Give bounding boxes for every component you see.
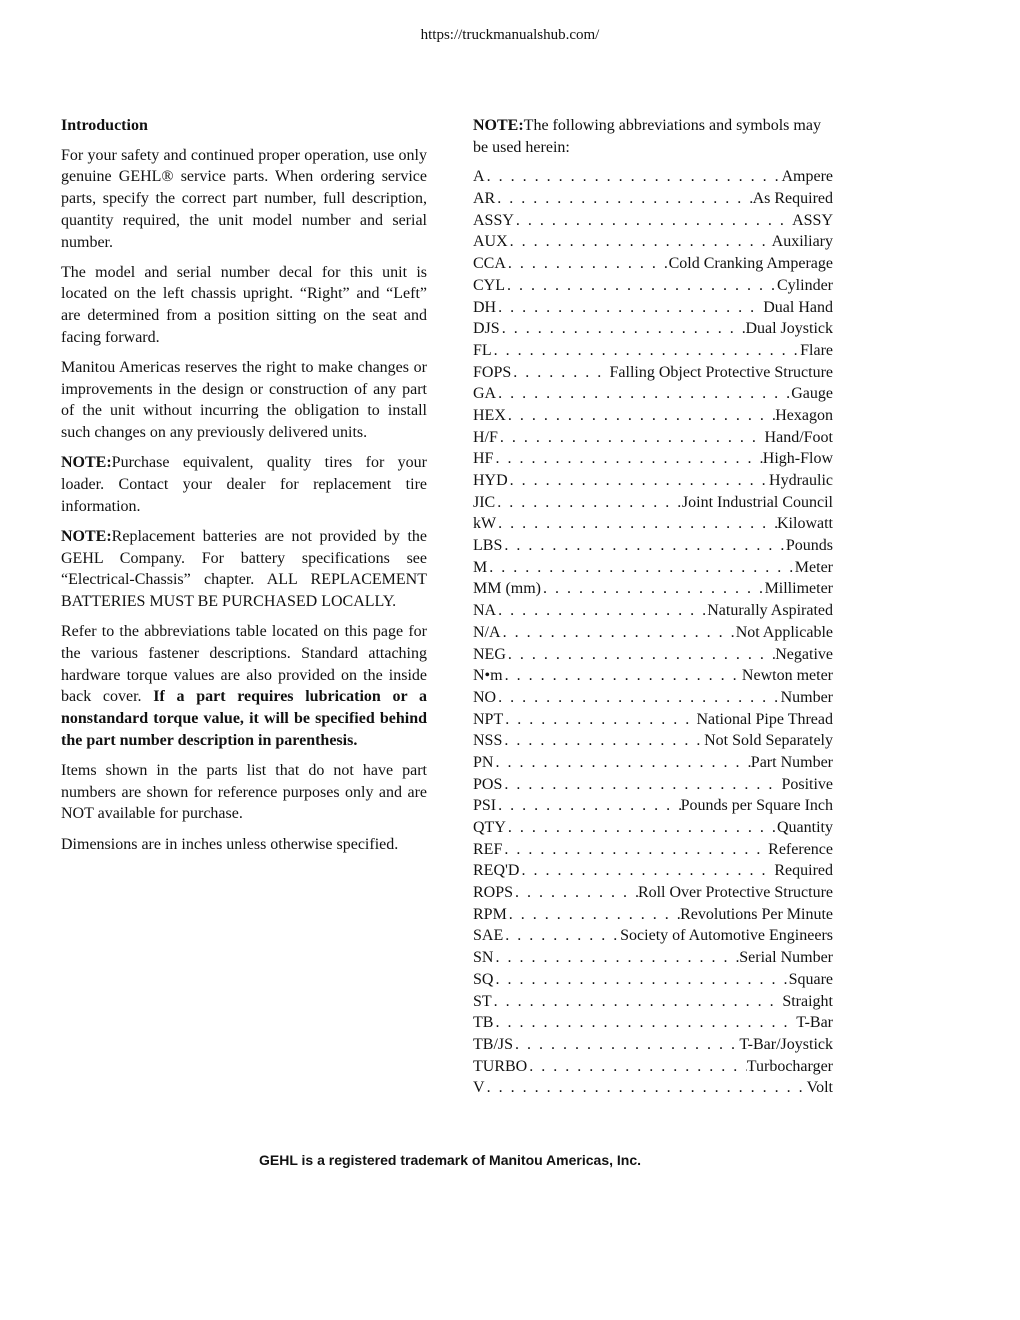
abbreviation-row — [473, 578, 833, 600]
dot-leader — [519, 860, 774, 882]
dot-leader — [527, 1056, 747, 1078]
dot-leader — [496, 297, 763, 319]
abbreviations-note-text: The following abbreviations and symbols may be used herein: — [473, 117, 821, 156]
dot-leader — [503, 709, 696, 731]
abbreviation-row — [473, 752, 833, 774]
abbreviation-term: RPM — [473, 905, 507, 923]
abbreviation-term: REF — [473, 840, 503, 858]
abbreviation-term: GA — [473, 385, 497, 403]
abbreviation-meaning: Ampere — [781, 168, 833, 186]
abbreviation-term: NA — [473, 602, 497, 620]
abbreviation-meaning: Newton meter — [741, 667, 833, 685]
abbreviation-term: kW — [473, 515, 497, 533]
note-label: NOTE: — [61, 527, 112, 545]
note-label: NOTE: — [473, 117, 524, 134]
abbreviation-meaning: Reference — [768, 840, 833, 858]
dot-leader — [496, 383, 791, 405]
abbreviation-row — [473, 947, 833, 969]
abbreviation-meaning: National Pipe Thread — [696, 710, 833, 728]
dot-leader — [492, 340, 800, 362]
dot-leader — [513, 1034, 739, 1056]
dot-leader — [514, 210, 792, 232]
abbreviation-term: M — [473, 558, 488, 576]
dot-leader — [501, 622, 736, 644]
abbreviation-meaning: Not Sold Separately — [704, 732, 833, 750]
abbreviation-term: SAE — [473, 927, 504, 945]
abbreviation-term: FOPS — [473, 363, 512, 381]
abbreviation-row — [473, 925, 833, 947]
abbreviation-row — [473, 535, 833, 557]
abbreviation-term: V — [473, 1079, 485, 1097]
abbreviation-meaning: Auxiliary — [771, 233, 833, 251]
abbreviation-row — [473, 644, 833, 666]
abbreviation-meaning: Volt — [806, 1079, 833, 1097]
abbreviation-row — [473, 492, 833, 514]
abbreviation-row — [473, 405, 833, 427]
abbreviation-term: ST — [473, 992, 492, 1010]
note-tires-text: Purchase equivalent, quality tires for your loader. Contact your dealer for replacement tire information. — [61, 454, 427, 515]
abbreviation-term: PSI — [473, 797, 497, 815]
abbreviation-row — [473, 882, 833, 904]
intro-paragraph-rights: Manitou Americas reserves the right to make changes or improvements in the design or construction of any part of the unit without incurring the obligation to install such changes on any previously delivered units. — [61, 359, 427, 442]
abbreviation-term: SQ — [473, 970, 494, 988]
torque-text: Refer to the abbreviations table located on this page for the various fastener descriptions. Standard attaching hardware torque values are also provided on the inside back cover. — [61, 623, 427, 706]
dot-leader — [511, 362, 609, 384]
abbreviation-row — [473, 231, 833, 253]
dot-leader — [500, 318, 746, 340]
abbreviation-term: FL — [473, 341, 492, 359]
abbreviation-meaning: Pounds — [785, 537, 833, 555]
abbreviation-term: NEG — [473, 645, 506, 663]
abbreviation-row — [473, 318, 833, 340]
abbreviation-term: A — [473, 168, 485, 186]
source-url: https://truckmanualshub.com/ — [420, 27, 600, 43]
abbreviation-row — [473, 1012, 833, 1034]
dot-leader — [506, 253, 669, 275]
abbreviation-term: POS — [473, 775, 503, 793]
abbreviation-row — [473, 166, 833, 188]
abbreviation-meaning: Number — [780, 688, 833, 706]
abbreviation-row — [473, 427, 833, 449]
dot-leader — [502, 839, 768, 861]
dot-leader — [493, 947, 739, 969]
abbreviation-row — [473, 904, 833, 926]
abbreviation-term: CYL — [473, 276, 505, 294]
dot-leader — [505, 275, 777, 297]
abbreviation-meaning: Hand/Foot — [764, 428, 833, 446]
abbreviation-term: N•m — [473, 667, 503, 685]
abbreviation-term: ASSY — [473, 211, 514, 229]
dot-leader — [506, 817, 777, 839]
abbreviation-term: NSS — [473, 732, 503, 750]
dot-leader — [496, 600, 707, 622]
dot-leader — [493, 752, 750, 774]
dot-leader — [541, 578, 765, 600]
dot-leader — [502, 774, 781, 796]
abbreviation-row — [473, 253, 833, 275]
abbreviation-row — [473, 730, 833, 752]
abbreviation-meaning: Millimeter — [764, 580, 833, 598]
abbreviation-meaning: Serial Number — [739, 949, 833, 967]
abbreviation-row — [473, 340, 833, 362]
dot-leader — [496, 513, 777, 535]
abbreviation-meaning: Turbocharger — [746, 1057, 833, 1075]
abbreviation-term: DH — [473, 298, 497, 316]
abbreviation-meaning: Meter — [794, 558, 833, 576]
intro-paragraph-parts: For your safety and continued proper operation, use only genuine GEHL® service parts. When ordering service parts, specify the correct part number, full description, quantity required, the unit model number and serial number. — [61, 146, 427, 251]
abbreviation-row — [473, 557, 833, 579]
dot-leader — [506, 644, 775, 666]
dot-leader — [502, 730, 704, 752]
abbreviation-row — [473, 687, 833, 709]
abbreviation-term: TURBO — [473, 1057, 528, 1075]
trademark-footer: GEHL is a registered trademark of Manitou Americas, Inc. — [258, 1152, 641, 1168]
dot-leader — [492, 991, 783, 1013]
abbreviation-term: HF — [473, 450, 494, 468]
abbreviation-meaning: Pounds per Square Inch — [680, 797, 833, 815]
intro-paragraph-reference-items: Items shown in the parts list that do not have part numbers are shown for reference purposes only and are NOT available for purchase. — [61, 761, 427, 823]
dot-leader — [507, 904, 680, 926]
abbreviation-term: REQ'D — [473, 862, 520, 880]
abbreviation-row — [473, 470, 833, 492]
abbreviation-meaning: T-Bar — [796, 1014, 833, 1032]
abbreviation-meaning: Joint Industrial Council — [681, 493, 833, 511]
abbreviation-row — [473, 383, 833, 405]
abbreviation-meaning: Society of Automotive Engineers — [620, 927, 833, 945]
abbreviations-list — [473, 166, 833, 1099]
abbreviation-term: PN — [473, 753, 494, 771]
abbreviation-term: HYD — [473, 472, 508, 490]
abbreviation-row — [473, 1056, 833, 1078]
dot-leader — [487, 557, 795, 579]
dot-leader — [502, 535, 786, 557]
dot-leader — [496, 687, 780, 709]
introduction-heading: Introduction — [61, 117, 148, 134]
abbreviation-meaning: Dual Joystick — [745, 320, 833, 338]
abbreviation-row — [473, 1077, 833, 1099]
abbreviation-meaning: Negative — [775, 645, 833, 663]
abbreviation-row — [473, 210, 833, 232]
torque-emphasis: If a part requires lubrication or a nonstandard torque value, it will be specified behind the part number description in parenthesis. — [61, 688, 427, 749]
abbreviation-row — [473, 795, 833, 817]
abbreviation-meaning: Quantity — [777, 819, 833, 837]
dot-leader — [493, 1012, 796, 1034]
abbreviation-term: MM (mm) — [473, 580, 541, 598]
abbreviation-term: TB — [473, 1014, 494, 1032]
abbreviation-term: NO — [473, 688, 497, 706]
note-batteries — [61, 526, 427, 613]
note-batteries-text: Replacement batteries are not provided by the GEHL Company. For battery specifications see “Electrical-Chassis” chapter. ALL REPLACEMENT BATTERIES MUST BE PURCHASED LOCALLY. — [61, 527, 427, 611]
abbreviation-term: SN — [473, 949, 494, 967]
abbreviation-term: DJS — [473, 320, 500, 338]
dot-leader — [485, 1077, 807, 1099]
abbreviation-meaning: Kilowatt — [777, 515, 833, 533]
abbreviation-meaning: Revolutions Per Minute — [680, 905, 833, 923]
abbreviation-meaning: Gauge — [791, 385, 833, 403]
abbreviation-meaning: Hexagon — [775, 406, 833, 424]
abbreviation-meaning: Straight — [782, 992, 833, 1010]
abbreviation-meaning: Hydraulic — [769, 472, 833, 490]
abbreviations-note — [473, 115, 833, 158]
abbreviation-term: AR — [473, 190, 496, 208]
abbreviation-row — [473, 513, 833, 535]
dot-leader — [493, 969, 788, 991]
abbreviation-term: JIC — [473, 493, 496, 511]
dot-leader — [495, 492, 682, 514]
dot-leader — [496, 795, 680, 817]
abbreviation-row — [473, 665, 833, 687]
intro-paragraph-dimensions: Dimensions are in inches unless otherwise specified. — [61, 835, 399, 853]
intro-paragraph-serial-decal: The model and serial number decal for this unit is located on the left chassis upright. “Right” and “Left” are determined from a position sitting on the seat and facing forward. — [61, 263, 427, 346]
abbreviation-row — [473, 860, 833, 882]
abbreviation-term: NPT — [473, 710, 504, 728]
abbreviation-term: N/A — [473, 623, 501, 641]
abbreviation-row — [473, 600, 833, 622]
abbreviation-row — [473, 1034, 833, 1056]
abbreviation-term: TB/JS — [473, 1035, 514, 1053]
abbreviation-row — [473, 362, 833, 384]
abbreviation-row — [473, 969, 833, 991]
dot-leader — [513, 882, 638, 904]
abbreviation-term: CCA — [473, 255, 506, 273]
abbreviation-row — [473, 991, 833, 1013]
abbreviations-column — [473, 115, 833, 1099]
abbreviation-meaning: Positive — [781, 775, 833, 793]
abbreviation-row — [473, 622, 833, 644]
abbreviation-meaning: Not Applicable — [735, 623, 833, 641]
note-label: NOTE: — [61, 454, 112, 472]
abbreviation-meaning: High-Flow — [762, 450, 833, 468]
abbreviation-term: QTY — [473, 819, 506, 837]
abbreviation-row — [473, 448, 833, 470]
note-tires — [61, 452, 427, 517]
dot-leader — [503, 925, 620, 947]
abbreviation-row — [473, 297, 833, 319]
introduction-column — [61, 115, 427, 864]
dot-leader — [498, 427, 765, 449]
abbreviation-meaning: Naturally Aspirated — [707, 602, 833, 620]
dot-leader — [485, 166, 782, 188]
abbreviation-meaning: T-Bar/Joystick — [739, 1035, 833, 1053]
abbreviation-meaning: ASSY — [792, 211, 833, 229]
abbreviation-meaning: As Required — [752, 190, 833, 208]
abbreviation-term: AUX — [473, 233, 508, 251]
abbreviation-meaning: Cold Cranking Amperage — [668, 255, 833, 273]
dot-leader — [503, 665, 742, 687]
abbreviation-meaning: Dual Hand — [763, 298, 833, 316]
abbreviation-row — [473, 774, 833, 796]
abbreviation-term: ROPS — [473, 884, 514, 902]
abbreviation-meaning: Roll Over Protective Structure — [637, 884, 833, 902]
abbreviation-meaning: Falling Object Protective Structure — [609, 363, 833, 381]
abbreviation-meaning: Required — [774, 862, 833, 880]
dot-leader — [508, 231, 772, 253]
dot-leader — [506, 405, 775, 427]
abbreviation-term: LBS — [473, 537, 503, 555]
abbreviation-meaning: Square — [788, 970, 833, 988]
abbreviation-term: HEX — [473, 406, 506, 424]
abbreviation-meaning: Cylinder — [777, 276, 833, 294]
abbreviation-meaning: Part Number — [750, 753, 833, 771]
abbreviation-term: H/F — [473, 428, 498, 446]
abbreviation-row — [473, 817, 833, 839]
abbreviation-row — [473, 275, 833, 297]
abbreviation-row — [473, 709, 833, 731]
dot-leader — [493, 448, 762, 470]
abbreviation-row — [473, 188, 833, 210]
dot-leader — [495, 188, 752, 210]
dot-leader — [508, 470, 769, 492]
intro-paragraph-torque — [61, 621, 427, 751]
abbreviation-meaning: Flare — [800, 341, 833, 359]
abbreviation-row — [473, 839, 833, 861]
